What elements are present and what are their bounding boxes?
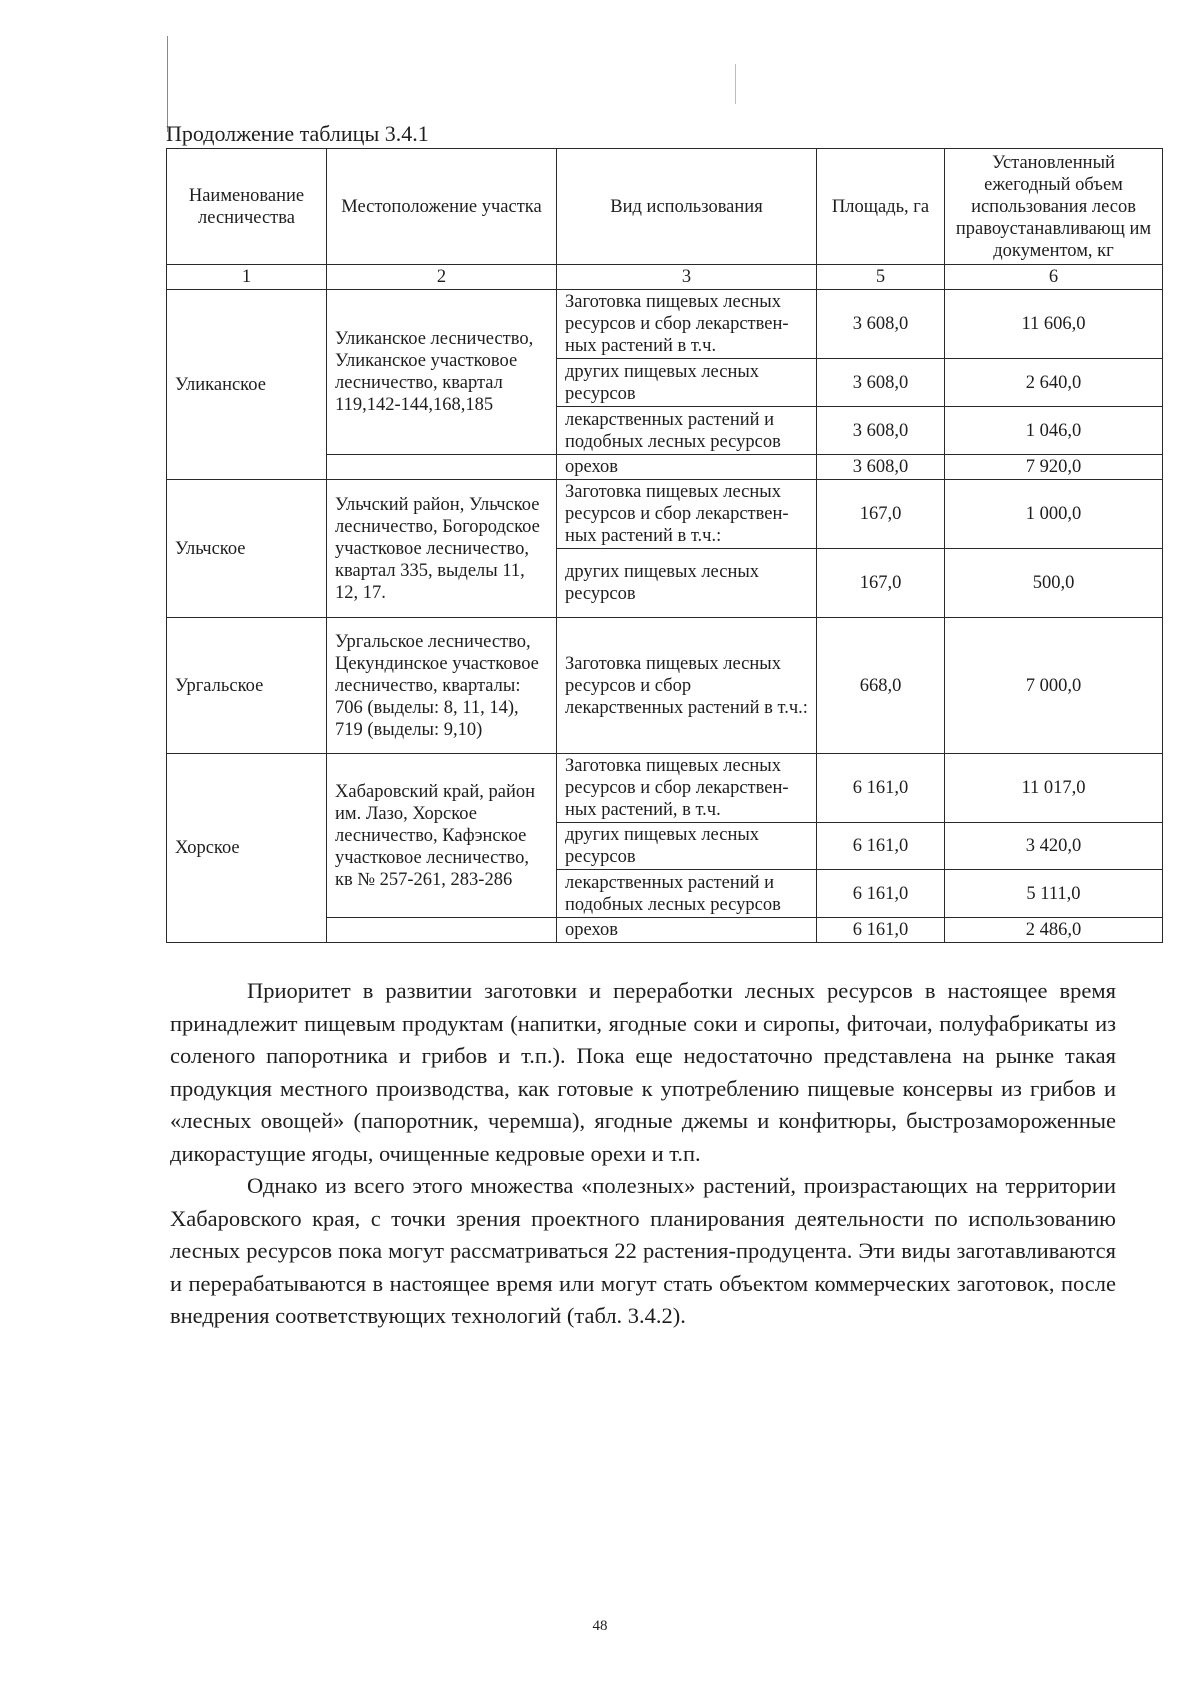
forestry-name: Уликанское <box>167 290 327 480</box>
column-number: 2 <box>327 265 557 290</box>
area-cell: 668,0 <box>817 618 945 754</box>
area-cell: 3 608,0 <box>817 359 945 407</box>
use-type-cell: Заготовка пищевых лесных ресурсов и сбор лекарствен-ных растений, в т.ч. <box>557 754 817 823</box>
volume-cell: 1 046,0 <box>945 407 1163 455</box>
table-row <box>167 754 1163 823</box>
location-cell: Уликанское лесничество, Уликанское участковое лесничество, квартал 119,142-144,168,185 <box>327 290 557 455</box>
area-cell: 6 161,0 <box>817 754 945 823</box>
forestry-name: Ульчское <box>167 480 327 618</box>
use-type-cell: Заготовка пищевых лесных ресурсов и сбор лекарственных растений в т.ч.: <box>557 618 817 754</box>
volume-cell: 11 606,0 <box>945 290 1163 359</box>
use-type-cell: Заготовка пищевых лесных ресурсов и сбор лекарствен-ных растений в т.ч.: <box>557 480 817 549</box>
use-type-cell: орехов <box>557 455 817 480</box>
forestry-name: Хорское <box>167 754 327 943</box>
use-type-cell: других пищевых лесных ресурсов <box>557 549 817 618</box>
table-row <box>167 480 1163 549</box>
use-type-cell: лекарственных растений и подобных лесных ресурсов <box>557 870 817 918</box>
scan-artifact-right <box>735 64 736 104</box>
column-number-row <box>167 265 1163 290</box>
column-number: 6 <box>945 265 1163 290</box>
forestry-name: Ургальское <box>167 618 327 754</box>
volume-cell: 2 640,0 <box>945 359 1163 407</box>
volume-cell: 7 920,0 <box>945 455 1163 480</box>
column-number: 1 <box>167 265 327 290</box>
volume-cell: 3 420,0 <box>945 823 1163 870</box>
column-number: 5 <box>817 265 945 290</box>
volume-cell: 7 000,0 <box>945 618 1163 754</box>
forest-use-table <box>166 148 1163 943</box>
paragraph-plants: Однако из всего этого множества «полезных» растений, произрастающих на территории Хабаровского края, с точки зрения проектного планирования деятельности по использованию лесных ресурсов пока могут рассматриваться 22 растения-продуцента. Эти виды заготавливаются и перерабатываются в настоящее время или могут стать объектом коммерческих заготовок, после внедрения соответствующих технологий (табл. 3.4.2). <box>170 1173 1116 1328</box>
header-location: Местоположение участка <box>327 149 557 265</box>
page-number: 48 <box>592 1618 608 1634</box>
table-row <box>167 290 1163 359</box>
area-cell: 3 608,0 <box>817 290 945 359</box>
area-cell: 6 161,0 <box>817 870 945 918</box>
column-number: 3 <box>557 265 817 290</box>
area-cell: 167,0 <box>817 549 945 618</box>
area-cell: 3 608,0 <box>817 455 945 480</box>
use-type-cell: других пищевых лесных ресурсов <box>557 823 817 870</box>
use-type-cell: других пищевых лесных ресурсов <box>557 359 817 407</box>
table-header-row <box>167 149 1163 265</box>
use-type-cell: орехов <box>557 918 817 943</box>
body-text <box>170 975 1116 1333</box>
area-cell: 6 161,0 <box>817 918 945 943</box>
paragraph-priority: Приоритет в развитии заготовки и переработки лесных ресурсов в настоящее время принадлежит пищевым продуктам (напитки, ягодные соки и сиропы, фиточаи, полуфабрикаты из соленого папоротника и грибов и т.п.). Пока еще недостаточно представлена на рынке такая продукция местного производства, как готовые к употреблению пищевые консервы из грибов и «лесных овощей» (папоротник, черемша), ягодные джемы и конфитюры, быстрозамороженные дикорастущие ягоды, очищенные кедровые орехи и т.п. <box>170 978 1116 1166</box>
location-cell: Ульчский район, Ульчское лесничество, Богородское участковое лесничество, квартал 335, выделы 11, 12, 17. <box>327 480 557 618</box>
use-type-cell: лекарственных растений и подобных лесных ресурсов <box>557 407 817 455</box>
table-row <box>167 618 1163 754</box>
location-cell: Хабаровский край, район им. Лазо, Хорское лесничество, Кафэнское участковое лесничество, кв № 257-261, 283-286 <box>327 754 557 918</box>
volume-cell: 5 111,0 <box>945 870 1163 918</box>
volume-cell: 2 486,0 <box>945 918 1163 943</box>
use-type-cell: Заготовка пищевых лесных ресурсов и сбор лекарствен-ных растений в т.ч. <box>557 290 817 359</box>
header-use-type: Вид использования <box>557 149 817 265</box>
scan-artifact-left <box>167 36 168 132</box>
volume-cell: 1 000,0 <box>945 480 1163 549</box>
area-cell: 3 608,0 <box>817 407 945 455</box>
area-cell: 167,0 <box>817 480 945 549</box>
area-cell: 6 161,0 <box>817 823 945 870</box>
table-caption: Продолжение таблицы 3.4.1 <box>166 121 429 146</box>
location-empty-cell <box>327 918 557 943</box>
volume-cell: 11 017,0 <box>945 754 1163 823</box>
header-annual-volume: Установленный ежегодный объем использования лесов правоустанавливающ им документом, кг <box>945 149 1163 265</box>
volume-cell: 500,0 <box>945 549 1163 618</box>
header-area: Площадь, га <box>817 149 945 265</box>
location-empty-cell <box>327 455 557 480</box>
location-cell: Ургальское лесничество, Цекундинское участковое лесничество, кварталы: 706 (выделы: 8, 11, 14), 719 (выделы: 9,10) <box>327 618 557 754</box>
header-forestry-name: Наименование лесничества <box>167 149 327 265</box>
